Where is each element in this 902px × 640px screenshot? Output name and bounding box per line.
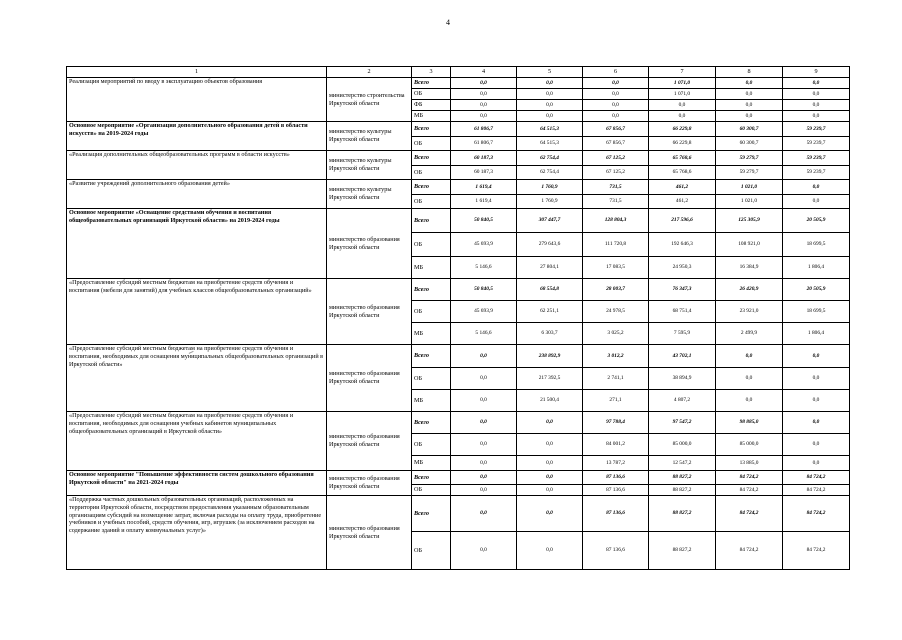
responsible-executor: министерство образования Иркутской области <box>327 209 412 279</box>
amount-cell: 1 071,0 <box>649 78 716 89</box>
amount-cell: 84 724,2 <box>783 471 850 485</box>
amount-cell: 60 187,3 <box>451 151 517 166</box>
amount-cell: 217 392,5 <box>517 368 583 390</box>
measure-name: «Реализация дополнительных общеобразовательных программ в области искусств» <box>67 151 327 180</box>
funding-source: МБ <box>412 456 451 471</box>
amount-cell: 0,0 <box>783 456 850 471</box>
amount-cell: 0,0 <box>451 78 517 89</box>
amount-cell: 88 827,2 <box>649 485 716 496</box>
table-body <box>67 78 850 570</box>
amount-cell: 65 768,6 <box>649 166 716 180</box>
amount-cell: 67 856,7 <box>583 122 649 137</box>
amount-cell: 45 693,9 <box>451 233 517 257</box>
amount-cell: 23 921,0 <box>716 301 783 323</box>
amount-cell: 38 894,9 <box>649 368 716 390</box>
amount-cell: 59 239,7 <box>783 122 850 137</box>
funding-source: ОБ <box>412 532 451 570</box>
amount-cell: 84 724,2 <box>716 496 783 532</box>
amount-cell: 67 125,2 <box>583 151 649 166</box>
amount-cell: 108 921,0 <box>716 233 783 257</box>
amount-cell: 0,0 <box>451 471 517 485</box>
amount-cell: 0,0 <box>517 111 583 122</box>
amount-cell: 26 420,9 <box>716 279 783 301</box>
funding-source: ФБ <box>412 100 451 111</box>
funding-source: ОБ <box>412 434 451 456</box>
amount-cell: 97 547,2 <box>649 412 716 434</box>
amount-cell: 98 885,0 <box>716 412 783 434</box>
amount-cell: 0,0 <box>517 456 583 471</box>
amount-cell: 0,0 <box>517 412 583 434</box>
amount-cell: 85 000,0 <box>716 434 783 456</box>
amount-cell: 65 768,6 <box>649 151 716 166</box>
amount-cell: 1 806,4 <box>783 323 850 345</box>
amount-cell: 0,0 <box>783 434 850 456</box>
funding-source: ОБ <box>412 368 451 390</box>
amount-cell: 0,0 <box>583 100 649 111</box>
amount-cell: 88 827,2 <box>649 532 716 570</box>
measure-name: «Поддержка частных дошкольных образовательных организаций, расположенных на территории Иркутской области, посредством предоставления указанным образовательным организациям субсидий на возмещение затрат, включая расходы на оплату труда, приобретение учебников и учебных пособий, средств обучения, игр, игрушек (за исключением расходов на содержание зданий и оплату коммунальных услуг)» <box>67 496 327 570</box>
amount-cell: 59 239,7 <box>783 166 850 180</box>
funding-source: ОБ <box>412 195 451 209</box>
amount-cell: 59 239,7 <box>783 137 850 151</box>
amount-cell: 0,0 <box>716 345 783 368</box>
amount-cell: 0,0 <box>451 345 517 368</box>
amount-cell: 17 083,5 <box>583 257 649 279</box>
responsible-executor: министерство образования Иркутской области <box>327 496 412 570</box>
amount-cell: 461,2 <box>649 195 716 209</box>
responsible-executor: министерство строительства Иркутской области <box>327 78 412 122</box>
amount-cell: 84 724,2 <box>783 485 850 496</box>
amount-cell: 111 720,8 <box>583 233 649 257</box>
measure-name: Реализация мероприятий по вводу в эксплуатацию объектов образования <box>67 78 327 122</box>
column-header: 9 <box>783 67 850 78</box>
amount-cell: 1 071,0 <box>649 89 716 100</box>
amount-cell: 50 840,5 <box>451 279 517 301</box>
amount-cell: 0,0 <box>451 100 517 111</box>
measure-name: Основное мероприятие «Организация дополнительного образования детей в области искусств» на 2019-2024 годы <box>67 122 327 151</box>
table-row <box>67 122 850 137</box>
column-header: 3 <box>412 67 451 78</box>
amount-cell: 0,0 <box>783 345 850 368</box>
amount-cell: 84 724,2 <box>716 532 783 570</box>
amount-cell: 0,0 <box>783 390 850 412</box>
amount-cell: 307 447,7 <box>517 209 583 233</box>
funding-source: ОБ <box>412 89 451 100</box>
amount-cell: 62 754,4 <box>517 166 583 180</box>
amount-cell: 61 806,7 <box>451 122 517 137</box>
amount-cell: 84 724,2 <box>783 532 850 570</box>
amount-cell: 0,0 <box>451 485 517 496</box>
amount-cell: 66 229,8 <box>649 137 716 151</box>
amount-cell: 12 547,2 <box>649 456 716 471</box>
amount-cell: 0,0 <box>783 100 850 111</box>
funding-source: Всего <box>412 209 451 233</box>
amount-cell: 61 806,7 <box>451 137 517 151</box>
responsible-executor: министерство культуры Иркутской области <box>327 180 412 209</box>
table-row <box>67 209 850 233</box>
amount-cell: 2 499,9 <box>716 323 783 345</box>
amount-cell: 0,0 <box>517 496 583 532</box>
amount-cell: 68 554,8 <box>517 279 583 301</box>
amount-cell: 1 619,4 <box>451 180 517 195</box>
amount-cell: 0,0 <box>783 89 850 100</box>
amount-cell: 461,2 <box>649 180 716 195</box>
column-header: 7 <box>649 67 716 78</box>
amount-cell: 62 251,1 <box>517 301 583 323</box>
funding-source: Всего <box>412 496 451 532</box>
amount-cell: 87 136,6 <box>583 471 649 485</box>
amount-cell: 0,0 <box>716 100 783 111</box>
amount-cell: 0,0 <box>451 456 517 471</box>
amount-cell: 0,0 <box>517 100 583 111</box>
amount-cell: 24 978,5 <box>583 301 649 323</box>
funding-source: ОБ <box>412 166 451 180</box>
amount-cell: 0,0 <box>716 78 783 89</box>
amount-cell: 84 724,2 <box>716 471 783 485</box>
amount-cell: 60 187,3 <box>451 166 517 180</box>
amount-cell: 64 515,3 <box>517 122 583 137</box>
funding-source: Всего <box>412 345 451 368</box>
amount-cell: 192 646,3 <box>649 233 716 257</box>
amount-cell: 13 787,2 <box>583 456 649 471</box>
funding-source: ОБ <box>412 301 451 323</box>
measure-name: «Предоставление субсидий местным бюджетам на приобретение средств обучения и воспитания, необходимых для оснащения учебных кабинетов муниципальных общеобразовательных организаций в Иркутской области» <box>67 412 327 471</box>
amount-cell: 0,0 <box>517 434 583 456</box>
amount-cell: 128 804,3 <box>583 209 649 233</box>
table-row <box>67 279 850 301</box>
funding-source: Всего <box>412 471 451 485</box>
amount-cell: 0,0 <box>783 111 850 122</box>
amount-cell: 67 125,2 <box>583 166 649 180</box>
amount-cell: 50 840,5 <box>451 209 517 233</box>
funding-source: Всего <box>412 78 451 89</box>
amount-cell: 731,5 <box>583 180 649 195</box>
responsible-executor: министерство культуры Иркутской области <box>327 122 412 151</box>
column-header: 4 <box>451 67 517 78</box>
amount-cell: 0,0 <box>583 89 649 100</box>
column-header: 6 <box>583 67 649 78</box>
amount-cell: 0,0 <box>783 195 850 209</box>
amount-cell: 87 136,6 <box>583 496 649 532</box>
amount-cell: 1 806,4 <box>783 257 850 279</box>
amount-cell: 60 300,7 <box>716 122 783 137</box>
measure-name: «Предоставление субсидий местным бюджетам на приобретение средств обучения и воспитания (мебели для занятий) для учебных классов общеобразовательных организаций» <box>67 279 327 345</box>
funding-source: ОБ <box>412 485 451 496</box>
amount-cell: 4 807,2 <box>649 390 716 412</box>
amount-cell: 5 146,6 <box>451 323 517 345</box>
amount-cell: 3 025,2 <box>583 323 649 345</box>
amount-cell: 0,0 <box>517 89 583 100</box>
amount-cell: 0,0 <box>451 111 517 122</box>
amount-cell: 271,1 <box>583 390 649 412</box>
amount-cell: 0,0 <box>451 496 517 532</box>
amount-cell: 1 021,0 <box>716 180 783 195</box>
amount-cell: 66 229,8 <box>649 122 716 137</box>
table-row <box>67 345 850 368</box>
column-header: 1 <box>67 67 327 78</box>
amount-cell: 16 384,9 <box>716 257 783 279</box>
column-header: 5 <box>517 67 583 78</box>
measure-name: Основное мероприятие «Оснащение средствами обучения и воспитания общеобразовательных организаций Иркутской области» на 2019-2024 годы <box>67 209 327 279</box>
amount-cell: 0,0 <box>583 111 649 122</box>
header-row <box>67 67 850 78</box>
funding-source: Всего <box>412 279 451 301</box>
amount-cell: 1 760,9 <box>517 180 583 195</box>
funding-source: Всего <box>412 180 451 195</box>
budget-table <box>66 66 850 570</box>
funding-source: Всего <box>412 412 451 434</box>
table-row <box>67 151 850 166</box>
amount-cell: 0,0 <box>451 89 517 100</box>
amount-cell: 238 892,9 <box>517 345 583 368</box>
amount-cell: 76 347,3 <box>649 279 716 301</box>
amount-cell: 731,5 <box>583 195 649 209</box>
funding-source: МБ <box>412 111 451 122</box>
amount-cell: 88 827,2 <box>649 471 716 485</box>
amount-cell: 59 239,7 <box>783 151 850 166</box>
responsible-executor: министерство образования Иркутской области <box>327 412 412 471</box>
amount-cell: 62 754,4 <box>517 151 583 166</box>
funding-source: МБ <box>412 390 451 412</box>
amount-cell: 3 012,2 <box>583 345 649 368</box>
amount-cell: 0,0 <box>451 368 517 390</box>
amount-cell: 0,0 <box>716 111 783 122</box>
amount-cell: 0,0 <box>451 412 517 434</box>
amount-cell: 0,0 <box>783 412 850 434</box>
table-row <box>67 412 850 434</box>
amount-cell: 24 950,3 <box>649 257 716 279</box>
amount-cell: 18 699,5 <box>783 301 850 323</box>
table-row <box>67 496 850 532</box>
amount-cell: 0,0 <box>451 434 517 456</box>
measure-name: Основное мероприятие "Повышение эффективности систем дошкольного образования Иркутской области" на 2021-2024 годы <box>67 471 327 496</box>
amount-cell: 5 146,6 <box>451 257 517 279</box>
amount-cell: 0,0 <box>783 180 850 195</box>
table-row <box>67 180 850 195</box>
funding-source: Всего <box>412 151 451 166</box>
amount-cell: 67 856,7 <box>583 137 649 151</box>
amount-cell: 60 300,7 <box>716 137 783 151</box>
amount-cell: 0,0 <box>517 532 583 570</box>
amount-cell: 0,0 <box>783 78 850 89</box>
amount-cell: 43 702,1 <box>649 345 716 368</box>
amount-cell: 20 505,9 <box>783 279 850 301</box>
amount-cell: 0,0 <box>716 390 783 412</box>
amount-cell: 28 003,7 <box>583 279 649 301</box>
amount-cell: 27 804,1 <box>517 257 583 279</box>
amount-cell: 7 595,9 <box>649 323 716 345</box>
amount-cell: 1 760,9 <box>517 195 583 209</box>
responsible-executor: министерство образования Иркутской области <box>327 471 412 496</box>
amount-cell: 45 693,9 <box>451 301 517 323</box>
amount-cell: 64 515,3 <box>517 137 583 151</box>
amount-cell: 0,0 <box>649 111 716 122</box>
amount-cell: 279 643,6 <box>517 233 583 257</box>
amount-cell: 59 279,7 <box>716 151 783 166</box>
amount-cell: 0,0 <box>451 532 517 570</box>
column-header: 8 <box>716 67 783 78</box>
responsible-executor: министерство образования Иркутской области <box>327 279 412 345</box>
amount-cell: 217 596,6 <box>649 209 716 233</box>
amount-cell: 13 885,0 <box>716 456 783 471</box>
amount-cell: 97 788,4 <box>583 412 649 434</box>
measure-name: «Развитие учреждений дополнительного образования детей» <box>67 180 327 209</box>
amount-cell: 0,0 <box>583 78 649 89</box>
amount-cell: 20 505,9 <box>783 209 850 233</box>
amount-cell: 1 619,4 <box>451 195 517 209</box>
amount-cell: 68 751,4 <box>649 301 716 323</box>
table-row <box>67 471 850 485</box>
amount-cell: 87 136,6 <box>583 532 649 570</box>
funding-source: Всего <box>412 122 451 137</box>
amount-cell: 21 500,4 <box>517 390 583 412</box>
responsible-executor: министерство образования Иркутской области <box>327 345 412 412</box>
measure-name: «Предоставление субсидий местным бюджетам на приобретение средств обучения и воспитания, необходимых для оснащения муниципальных общеобразовательных организаций в Иркутской области» <box>67 345 327 412</box>
amount-cell: 0,0 <box>716 368 783 390</box>
amount-cell: 125 305,9 <box>716 209 783 233</box>
amount-cell: 0,0 <box>716 89 783 100</box>
page-number: 4 <box>446 18 450 27</box>
funding-source: МБ <box>412 323 451 345</box>
amount-cell: 1 021,0 <box>716 195 783 209</box>
funding-source: ОБ <box>412 233 451 257</box>
table-row <box>67 78 850 89</box>
amount-cell: 0,0 <box>783 368 850 390</box>
amount-cell: 0,0 <box>451 390 517 412</box>
amount-cell: 0,0 <box>649 100 716 111</box>
amount-cell: 84 724,2 <box>783 496 850 532</box>
amount-cell: 18 699,5 <box>783 233 850 257</box>
amount-cell: 0,0 <box>517 78 583 89</box>
column-header: 2 <box>327 67 412 78</box>
amount-cell: 0,0 <box>517 471 583 485</box>
amount-cell: 87 136,6 <box>583 485 649 496</box>
funding-source: МБ <box>412 257 451 279</box>
amount-cell: 0,0 <box>517 485 583 496</box>
amount-cell: 2 741,1 <box>583 368 649 390</box>
amount-cell: 88 827,2 <box>649 496 716 532</box>
funding-source: ОБ <box>412 137 451 151</box>
responsible-executor: министерство культуры Иркутской области <box>327 151 412 180</box>
amount-cell: 85 000,0 <box>649 434 716 456</box>
amount-cell: 59 279,7 <box>716 166 783 180</box>
amount-cell: 84 724,2 <box>716 485 783 496</box>
amount-cell: 6 303,7 <box>517 323 583 345</box>
amount-cell: 84 001,2 <box>583 434 649 456</box>
